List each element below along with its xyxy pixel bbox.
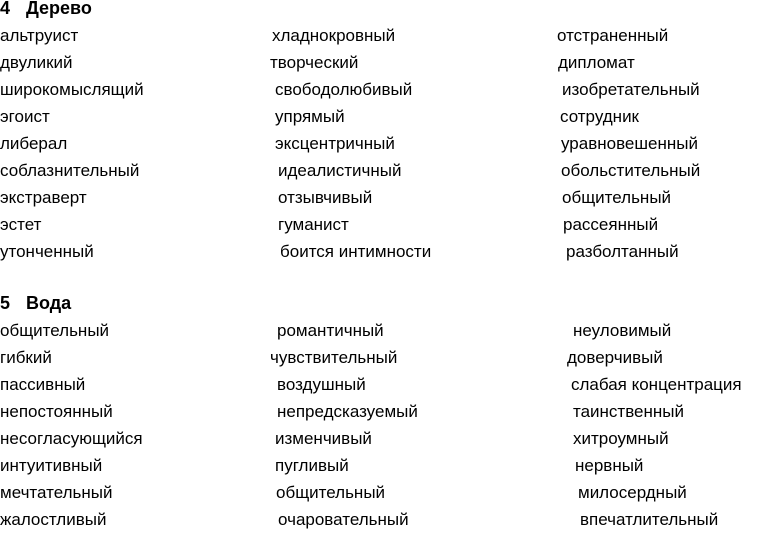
word-row — [0, 238, 773, 265]
word-row — [0, 506, 773, 533]
word-col2: воздушный — [277, 375, 366, 394]
word-col2: боится интимности — [280, 242, 432, 261]
word-row — [0, 157, 773, 184]
section-title: Вода — [26, 293, 72, 313]
section-5 — [0, 290, 773, 533]
section-number: 5 — [0, 293, 11, 313]
section-number: 4 — [0, 0, 11, 18]
word-col3: милосердный — [578, 483, 687, 502]
word-row — [0, 130, 773, 157]
word-col1: несогласующийся — [0, 429, 143, 448]
word-row — [0, 398, 773, 425]
word-row — [0, 371, 773, 398]
word-col1: соблазнительный — [0, 161, 140, 180]
word-col2: изменчивый — [275, 429, 372, 448]
word-col2: идеалистичный — [278, 161, 402, 180]
section-4 — [0, 0, 773, 265]
word-col3: сотрудник — [560, 107, 639, 126]
word-col2: отзывчивый — [278, 188, 373, 207]
word-col3: дипломат — [558, 53, 635, 72]
word-col1: общительный — [0, 321, 110, 340]
word-col2: очаровательный — [278, 510, 409, 529]
word-col2: упрямый — [275, 107, 345, 126]
word-col2: гуманист — [278, 215, 349, 234]
word-col3: впечатлительный — [580, 510, 719, 529]
word-col2: пугливый — [275, 456, 349, 475]
word-col1: двуликий — [0, 53, 73, 72]
word-col1: экстраверт — [0, 188, 87, 207]
word-col2: хладнокровный — [272, 26, 396, 45]
word-col3: хитроумный — [573, 429, 669, 448]
word-col1: альтруист — [0, 26, 79, 45]
word-col3: разболтанный — [566, 242, 679, 261]
word-col2: эксцентричный — [275, 134, 395, 153]
word-row — [0, 344, 773, 371]
word-col3: уравновешенный — [561, 134, 698, 153]
word-col2: чувствительный — [270, 348, 398, 367]
word-row — [0, 49, 773, 76]
word-col2: свободолюбивый — [275, 80, 413, 99]
word-col1: эгоист — [0, 107, 50, 126]
word-col1: интуитивный — [0, 456, 103, 475]
word-col2: романтичный — [277, 321, 384, 340]
word-col2: творческий — [270, 53, 359, 72]
word-row — [0, 425, 773, 452]
word-row — [0, 103, 773, 130]
word-row — [0, 76, 773, 103]
word-row — [0, 184, 773, 211]
word-col3: таинственный — [573, 402, 685, 421]
word-col1: пассивный — [0, 375, 86, 394]
word-col3: неуловимый — [573, 321, 672, 340]
word-row — [0, 452, 773, 479]
word-col3: доверчивый — [567, 348, 663, 367]
word-col1: утонченный — [0, 242, 94, 261]
word-col3: нервный — [575, 456, 644, 475]
word-col1: эстет — [0, 215, 42, 234]
word-col3: слабая концентрация — [571, 375, 742, 394]
section-heading — [0, 0, 92, 22]
word-col3: обольстительный — [561, 161, 701, 180]
word-row — [0, 317, 773, 344]
word-col1: гибкий — [0, 348, 52, 367]
word-col2: непредсказуемый — [277, 402, 418, 421]
word-col1: непостоянный — [0, 402, 113, 421]
section-heading — [0, 290, 71, 317]
word-col3: изобретательный — [562, 80, 700, 99]
word-col3: рассеянный — [563, 215, 659, 234]
word-col3: отстраненный — [557, 26, 669, 45]
word-row — [0, 479, 773, 506]
word-col1: жалостливый — [0, 510, 107, 529]
word-row — [0, 22, 773, 49]
word-col1: широкомыслящий — [0, 80, 144, 99]
word-col3: общительный — [562, 188, 672, 207]
section-title: Дерево — [26, 0, 92, 18]
word-col2: общительный — [276, 483, 386, 502]
word-col1: мечтательный — [0, 483, 113, 502]
word-col1: либерал — [0, 134, 68, 153]
word-row — [0, 211, 773, 238]
